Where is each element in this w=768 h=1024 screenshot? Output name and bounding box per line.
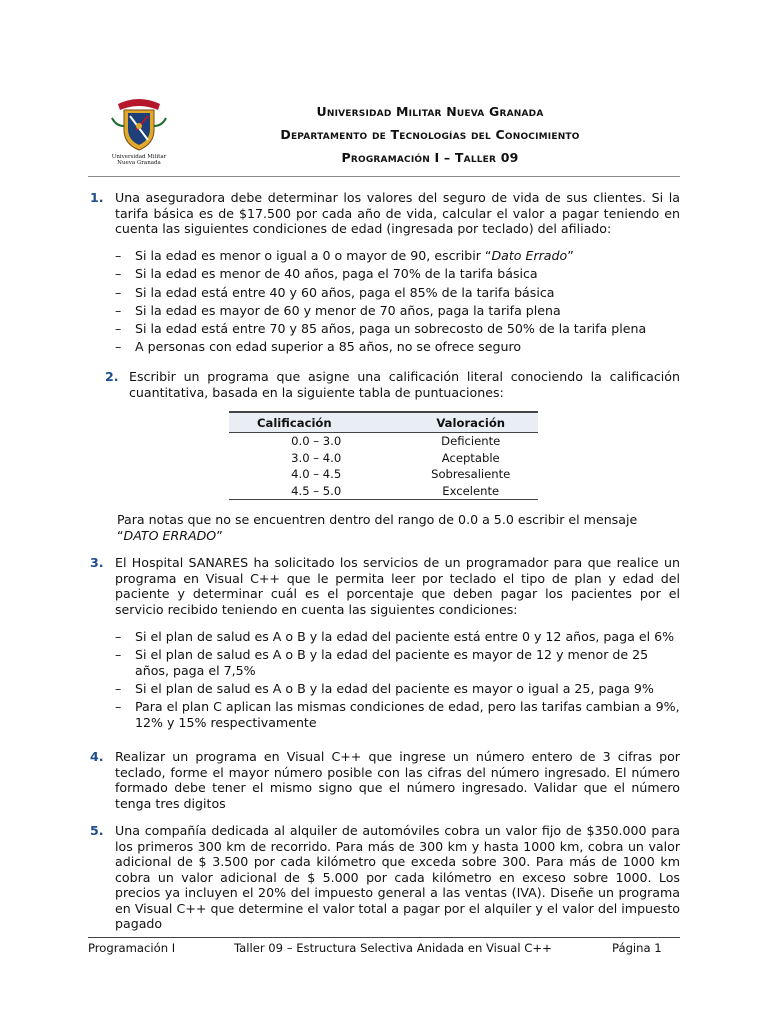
table-cell: Excelente (403, 483, 538, 500)
list-item: – Si la edad está entre 70 y 85 años, paga un sobrecosto de 50% de la tarifa plena (115, 321, 680, 337)
list-item: – Si la edad es mayor de 60 y menor de 70 años, paga la tarifa plena (115, 303, 680, 319)
list-item: – Si la edad es menor o igual a 0 o mayor de 90, escribir “Dato Errado” (115, 248, 680, 264)
grades-table (229, 411, 538, 500)
footer-divider (88, 937, 680, 938)
problem-2-note: Para notas que no se encuentren dentro del rango de 0.0 a 5.0 escribir el mensaje “DATO ERRADO” (117, 512, 638, 543)
department-name: Departamento de Tecnologías del Conocimiento (280, 127, 580, 142)
problem-5-number: 5. (90, 823, 104, 838)
problem-3-number: 3. (90, 555, 104, 570)
table-row (229, 483, 538, 500)
problem-5-text: Una compañía dedicada al alquiler de automóviles cobra un valor fijo de $350.000 para los primeros 300 km de recorrido. Para más de 300 km y hasta 1000 km, cobra un valor adicional de $ 3.500 por cada kilómetro que exceda sobre 300. Para más de 1000 km cobra un valor adicional de $ 5.000 por cada kilómetro en exceso sobre 1000. Los precios ya incluyen el 20% del impuesto general a las ventas (IVA). Diseñe un programa en Visual C++ que determine el valor total a pagar por el alquiler y el valor del impuesto pagado (115, 823, 680, 931)
problem-1-text: Una aseguradora debe determinar los valores del seguro de vida de sus clientes. Si la tarifa básica es de $17.500 por cada año de vida, calcular el valor a pagar teniendo en cuenta las siguientes condiciones de edad (ingresada por teclado) del afiliado: (115, 190, 680, 236)
list-item: – Si el plan de salud es A o B y la edad del paciente está entre 0 y 12 años, paga el 6% (115, 629, 680, 645)
table-cell: Aceptable (441, 450, 500, 465)
list-item: – Si el plan de salud es A o B y la edad del paciente es mayor o igual a 25, paga 9% (115, 681, 680, 697)
list-item-emphasis: Dato Errado (491, 248, 568, 263)
list-item: – Si el plan de salud es A o B y la edad del paciente es mayor de 12 y menor de 25 años, paga el 7,5% (115, 647, 680, 678)
table-cell: 4.5 – 5.0 (229, 483, 403, 500)
table-cell: 0.0 – 3.0 (291, 434, 342, 449)
problem-3-conditions (115, 629, 680, 733)
problem-4-number: 4. (90, 749, 104, 764)
table-header-calificacion: Calificación (229, 412, 403, 433)
university-logo (106, 96, 172, 174)
university-name: Universidad Militar Nueva Granada (316, 104, 544, 119)
list-item: – Para el plan C aplican las mismas condiciones de edad, pero las tarifas cambian a 9%, 12% y 15% respectivamente (115, 699, 680, 730)
document-header (180, 104, 680, 173)
footer-title: Taller 09 – Estructura Selectiva Anidada en Visual C++ (234, 941, 552, 955)
table-cell: Sobresaliente (431, 467, 511, 482)
university-crest-icon (106, 96, 172, 152)
logo-text-line-1: Universidad Militar (111, 154, 167, 160)
header-divider (88, 176, 680, 177)
table-row (229, 466, 538, 483)
footer-page-number: Página 1 (612, 941, 662, 955)
table-row (229, 433, 538, 450)
logo-text-line-2: Nueva Granada (117, 160, 161, 166)
problem-1-conditions (115, 248, 680, 358)
table-header-row (229, 412, 538, 433)
list-item: – Si la edad es menor de 40 años, paga el 70% de la tarifa básica (115, 266, 680, 282)
problem-2-number: 2. (105, 369, 119, 384)
footer-course: Programación I (88, 941, 176, 955)
course-title: Programación I – Taller 09 (341, 150, 519, 165)
list-item: – A personas con edad superior a 85 años, no se ofrece seguro (115, 339, 680, 355)
list-item: – Si la edad está entre 40 y 60 años, paga el 85% de la tarifa básica (115, 285, 680, 301)
table-row (229, 450, 538, 467)
table-cell: 4.0 – 4.5 (291, 467, 342, 482)
problem-3-text: El Hospital SANARES ha solicitado los servicios de un programador para que realice un programa en Visual C++ que le permita leer por teclado el tipo de plan y edad del paciente y determinar cuál es el porcentaje que deben pagar los pacientes por el servicio recibido teniendo en cuenta las siguientes condiciones: (115, 555, 680, 617)
note-emphasis: DATO ERRADO (123, 527, 217, 543)
problem-4-text: Realizar un programa en Visual C++ que ingrese un número entero de 3 cifras por teclado, forme el mayor número posible con las cifras del número ingresado. El número formado debe tener el mismo signo que el número ingresado. Validar que el número tenga tres digitos (115, 749, 680, 811)
table-cell: Deficiente (441, 434, 501, 449)
table-cell: 3.0 – 4.0 (291, 450, 342, 465)
table-header-valoracion: Valoración (403, 412, 538, 433)
problem-2-text: Escribir un programa que asigne una calificación literal conociendo la calificación cuantitativa, basada en la siguiente tabla de puntuaciones: (129, 369, 680, 400)
problem-1-number: 1. (90, 190, 104, 205)
